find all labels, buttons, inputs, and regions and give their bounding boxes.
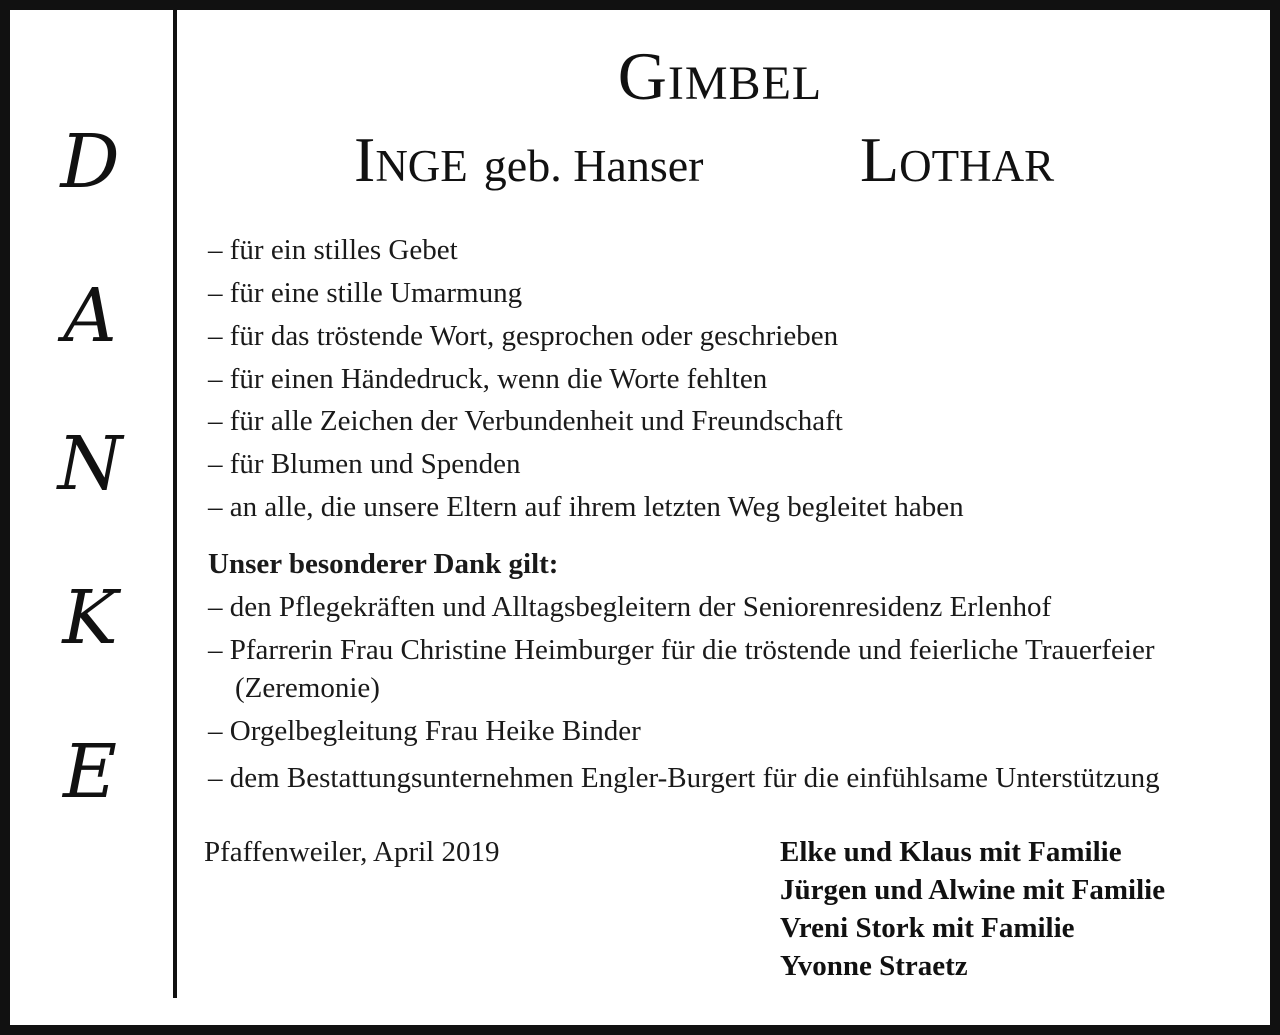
special-thanks-item: – Pfarrerin Frau Christine Heimburger für die tröstende und feierliche Trauerfeier [208,634,1155,666]
thanks-item: – an alle, die unsere Eltern auf ihrem letzten Weg begleitet haben [208,491,964,523]
danke-letter-k: K [62,575,118,661]
thanks-item: – für das tröstende Wort, gesprochen oder geschrieben [208,320,839,352]
surname-title: Gimbel [617,38,823,114]
special-thanks-item: – den Pflegekräften und Alltagsbegleitern der Seniorenresidenz Erlenhof [208,591,1052,623]
signer: Elke und Klaus mit Familie [780,836,1122,868]
danke-letter-a: A [63,273,117,359]
special-thanks-heading: Unser besonderer Dank gilt: [208,548,559,580]
name-inge [354,124,704,202]
special-thanks-item: – dem Bestattungsunternehmen Engler-Burgert für die einfühlsame Unterstützung [208,762,1160,794]
name-lothar: Lothar [860,124,1055,195]
special-thanks-item: – Orgelbegleitung Frau Heike Binder [208,715,641,747]
vertical-divider [173,10,177,998]
birth-name: geb. Hanser [483,140,704,191]
danke-letter-e: E [62,729,118,815]
signer: Vreni Stork mit Familie [780,912,1075,944]
thanks-item: – für Blumen und Spenden [208,448,521,480]
danke-letter-n: N [57,421,123,507]
given-name-inge: Inge [354,124,468,195]
signer: Yvonne Straetz [780,950,968,982]
thanks-item: – für ein stilles Gebet [208,234,458,266]
thanks-item: – für eine stille Umarmung [208,277,523,309]
danke-letter-d: D [60,119,120,205]
place-and-date: Pfaffenweiler, April 2019 [204,836,500,868]
thanks-item: – für alle Zeichen der Verbundenheit und Freundschaft [208,405,843,437]
signer: Jürgen und Alwine mit Familie [780,874,1166,906]
special-thanks-item-continuation: (Zeremonie) [235,672,380,704]
thanks-item: – für einen Händedruck, wenn die Worte fehlten [208,363,768,395]
